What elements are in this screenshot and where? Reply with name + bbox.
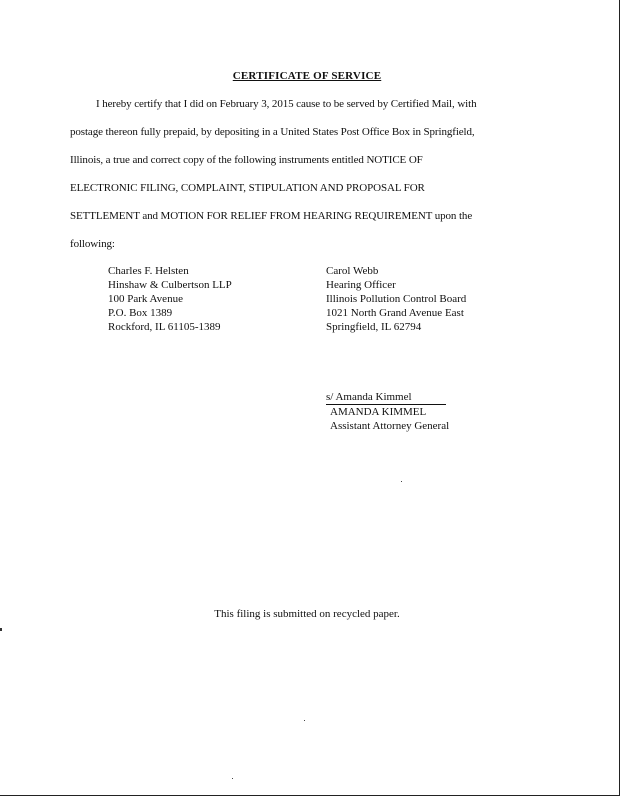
recipient-address-2 — [326, 264, 466, 334]
scan-edge-mark — [0, 628, 2, 631]
recipient-2-line: Illinois Pollution Control Board — [326, 293, 467, 305]
body-line-4: ELECTRONIC FILING, COMPLAINT, STIPULATION AND PROPOSAL FOR — [70, 182, 425, 194]
document-title: CERTIFICATE OF SERVICE — [232, 70, 382, 82]
body-line-3: Illinois, a true and correct copy of the following instruments entitled NOTICE OF — [70, 154, 423, 166]
recipient-1-line: Charles F. Helsten — [108, 265, 189, 277]
recipient-2-line: 1021 North Grand Avenue East — [326, 307, 464, 319]
signature-line: s/ Amanda Kimmel — [326, 390, 446, 405]
recipient-2-line: Carol Webb — [326, 265, 379, 277]
recipient-1-line: Rockford, IL 61105-1389 — [108, 321, 221, 333]
recipient-2-line: Springfield, IL 62794 — [326, 321, 422, 333]
signer-name: AMANDA KIMMEL — [330, 406, 427, 418]
recycled-paper-note: This filing is submitted on recycled paper. — [214, 608, 400, 620]
body-line-1: I hereby certify that I did on February 3, 2015 cause to be served by Certified Mail, with — [96, 98, 477, 110]
body-line-5: SETTLEMENT and MOTION FOR RELIEF FROM HEARING REQUIREMENT upon the — [70, 210, 473, 222]
recipient-1-line: Hinshaw & Culbertson LLP — [108, 279, 232, 291]
body-line-6: following: — [70, 238, 115, 250]
signature-block — [326, 390, 449, 433]
recipient-address-1 — [108, 264, 232, 334]
body-line-2: postage thereon fully prepaid, by depositing in a United States Post Office Box in Springfield, — [70, 126, 475, 138]
scan-speck — [304, 720, 305, 721]
signer-title: Assistant Attorney General — [330, 420, 450, 432]
recipient-2-line: Hearing Officer — [326, 279, 396, 291]
scan-speck — [401, 481, 402, 482]
recipient-1-line: P.O. Box 1389 — [108, 307, 173, 319]
scan-speck — [232, 778, 233, 779]
recipient-1-line: 100 Park Avenue — [108, 293, 183, 305]
